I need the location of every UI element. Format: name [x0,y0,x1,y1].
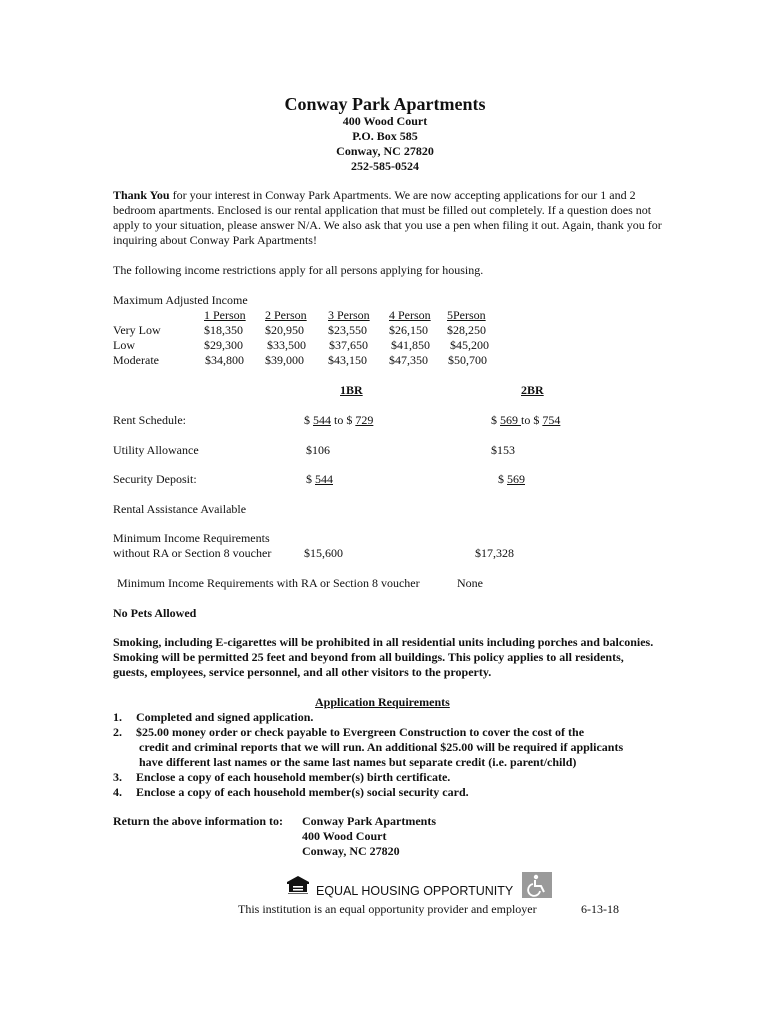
table-cell: $50,700 [448,353,487,367]
income-table-heading: Maximum Adjusted Income [113,293,248,307]
row-label-very-low: Very Low [113,323,161,337]
req-num-4: 4. [113,785,122,799]
min-income-2br: $17,328 [475,546,514,560]
rental-assistance-text: Rental Assistance Available [113,502,247,516]
security-deposit-label: Security Deposit: [113,472,197,486]
min-income-ra-label: Minimum Income Requirements with RA or Section 8 voucher [117,576,420,590]
table-cell: $18,350 [204,323,243,337]
deposit-1br-value: 544 [315,472,333,486]
rent-1br-high: 729 [355,413,374,427]
table-cell: $43,150 [328,353,367,367]
min-income-line1: Minimum Income Requirements [113,531,270,545]
utility-2br: $153 [491,443,515,457]
table-cell: $39,000 [265,353,304,367]
list-item: Completed and signed application. [136,710,314,724]
wheelchair-accessibility-icon [522,872,552,898]
equal-opportunity-statement: This institution is an equal opportunity provider and employer [238,902,537,916]
rent-2br [491,413,560,428]
table-cell: $29,300 [204,338,243,352]
min-income-line2: without RA or Section 8 voucher [113,546,272,560]
income-statement: The following income restrictions apply for all persons applying for housing. [113,263,484,277]
requirements-heading: Application Requirements [315,695,450,709]
address-line: 400 Wood Court [342,114,428,128]
rent-1br [304,413,373,428]
revision-date: 6-13-18 [581,902,619,916]
rent-2br-low: 569 [500,413,521,427]
col-header-3: 3 Person [328,308,370,322]
table-cell: $20,950 [265,323,304,337]
list-item: Enclose a copy of each household member(s) social security card. [136,785,469,799]
table-cell: $33,500 [267,338,306,352]
req-num-3: 3. [113,770,122,784]
rent-1br-mid: to $ [331,413,356,427]
city-line: Conway, NC 27820 [336,144,434,158]
smoking-policy: Smoking, including E-cigarettes will be prohibited in all residential units including porches and balconies. Smoking will be permitted 25 feet and beyond from all buildings. This policy applies to all residents, guests, employees, service personnel, and all other visitors to the property. [113,635,654,679]
return-name: Conway Park Apartments [302,814,436,828]
deposit-1br [306,472,333,487]
rent-1br-prefix: $ [304,413,313,427]
min-income-ra-value: None [457,576,483,590]
equal-housing-logo-icon [284,875,312,895]
return-label: Return the above information to: [113,814,283,828]
rent-1br-low: 544 [313,413,331,427]
col-header-5: 5Person [447,308,486,322]
row-label-moderate: Moderate [113,353,159,367]
no-pets-notice: No Pets Allowed [113,606,197,620]
deposit-1br-prefix: $ [306,472,315,486]
list-item: $25.00 money order or check payable to Evergreen Construction to cover the cost of the [136,725,585,739]
utility-1br: $106 [306,443,330,457]
eho-text: EQUAL HOUSING OPPORTUNITY [316,884,514,898]
table-cell: $37,650 [329,338,368,352]
rent-schedule-label: Rent Schedule: [113,413,186,427]
table-cell: $26,150 [389,323,428,337]
table-cell: $34,800 [205,353,244,367]
intro-text: for your interest in Conway Park Apartments. We are now accepting applications for our 1 and 2 bedroom apartments. Enclosed is our rental application that must be filled out completely. If a question does not apply to your situation, please answer N/A. We also ask that you use a pen when filing it out. Again, thank you for inquiring about Conway Park Apartments! [113,188,662,247]
col-header-1: 1 Person [204,308,246,322]
col-header-2: 2 Person [265,308,307,322]
list-item: Enclose a copy of each household member(s) birth certificate. [136,770,451,784]
page-title: Conway Park Apartments [284,94,486,114]
list-item-continued: credit and criminal reports that we will run. An additional $25.00 will be required if applicants [139,740,624,754]
deposit-2br [498,472,525,487]
po-box-line: P.O. Box 585 [352,129,418,143]
table-cell: $23,550 [328,323,367,337]
deposit-2br-prefix: $ [498,472,507,486]
min-income-1br: $15,600 [304,546,343,560]
table-cell: $47,350 [389,353,428,367]
req-num-2: 2. [113,725,122,739]
return-street: 400 Wood Court [302,829,387,843]
rent-2br-high: 754 [542,413,561,427]
table-cell: $28,250 [447,323,486,337]
list-item-continued: have different last names or the same last names but separate credit (i.e. parent/child) [139,755,577,769]
intro-paragraph [113,188,663,248]
header-2br: 2BR [521,383,544,397]
row-label-low: Low [113,338,135,352]
header-1br: 1BR [340,383,363,397]
rent-2br-mid: to $ [521,413,543,427]
col-header-4: 4 Person [389,308,431,322]
table-cell: $41,850 [391,338,430,352]
rent-2br-prefix: $ [491,413,500,427]
req-num-1: 1. [113,710,122,724]
return-city: Conway, NC 27820 [302,844,400,858]
deposit-2br-value: 569 [507,472,525,486]
phone-line: 252-585-0524 [351,159,419,173]
utility-allowance-label: Utility Allowance [113,443,199,457]
intro-lead: Thank You [113,188,170,202]
table-cell: $45,200 [450,338,489,352]
